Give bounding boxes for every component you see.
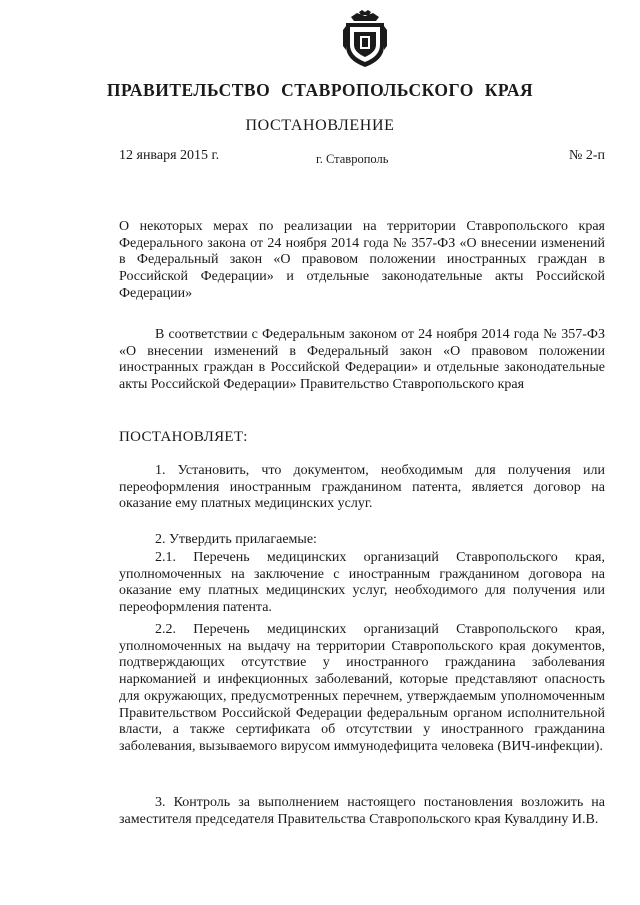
document-number: № 2-п <box>568 148 605 163</box>
preamble-paragraph: В соответствии с Федеральным законом от 24 ноября 2014 года № 357-ФЗ «О внесении изменений в Федеральный закон «О правовом положении иностранных граждан в Российской Федерации» и отдельные законодательные акты Российской Федерации» Правительство Ставропольского края <box>119 327 605 393</box>
resolves-heading: ПОСТАНОВЛЯЕТ: <box>119 429 248 445</box>
document-type: ПОСТАНОВЛЕНИЕ <box>245 117 395 134</box>
document-city: г. Ставрополь <box>316 152 389 166</box>
government-title: ПРАВИТЕЛЬСТВО СТАВРОПОЛЬСКОГО КРАЯ <box>106 80 534 100</box>
item-2-2-paragraph: 2.2. Перечень медицинских организаций Ставропольского края, уполномоченных на выдачу на территории Ставропольского края документов, подтверждающих отсутствие у иностранного гражданина заболевания наркоманией и инфекционных заболеваний, которые представляют опасность для окружающих, предусмотренных перечнем, утверждаемым уполномоченным Правительством Российской Федерации федеральным органом исполнительной власти, а также сертификата об отсутствии у иностранного гражданина заболевания, вызываемого вирусом иммунодефицита человека (ВИЧ-инфекции). <box>119 622 605 754</box>
document-title: О некоторых мерах по реализации на территории Ставропольского края Федерального закона от 24 ноября 2014 года № 357-ФЗ «О внесении изменений в Федеральный закон «О правовом положении иностранных граждан в Российской Федерации» и отдельные законодательные акты Российской Федерации» <box>119 219 605 301</box>
item-1-paragraph: 1. Установить, что документом, необходимым для получения или переоформления иностранным гражданином патента, является договор на оказание ему платных медицинских услуг. <box>119 463 605 512</box>
item-2-paragraph: 2. Утвердить прилагаемые: <box>155 532 317 547</box>
item-3-paragraph: 3. Контроль за выполнением настоящего постановления возложить на заместителя председателя Правительства Ставропольского края Кувалдину И.В. <box>119 795 605 827</box>
item-2-1-paragraph: 2.1. Перечень медицинских организаций Ставропольского края, уполномоченных на заключение с иностранным гражданином договора на оказание ему платных медицинских услуг, необходимого для получения или переоформления патента. <box>119 550 605 616</box>
document-date: 12 января 2015 г. <box>119 148 220 163</box>
coat-of-arms-icon <box>342 10 388 68</box>
